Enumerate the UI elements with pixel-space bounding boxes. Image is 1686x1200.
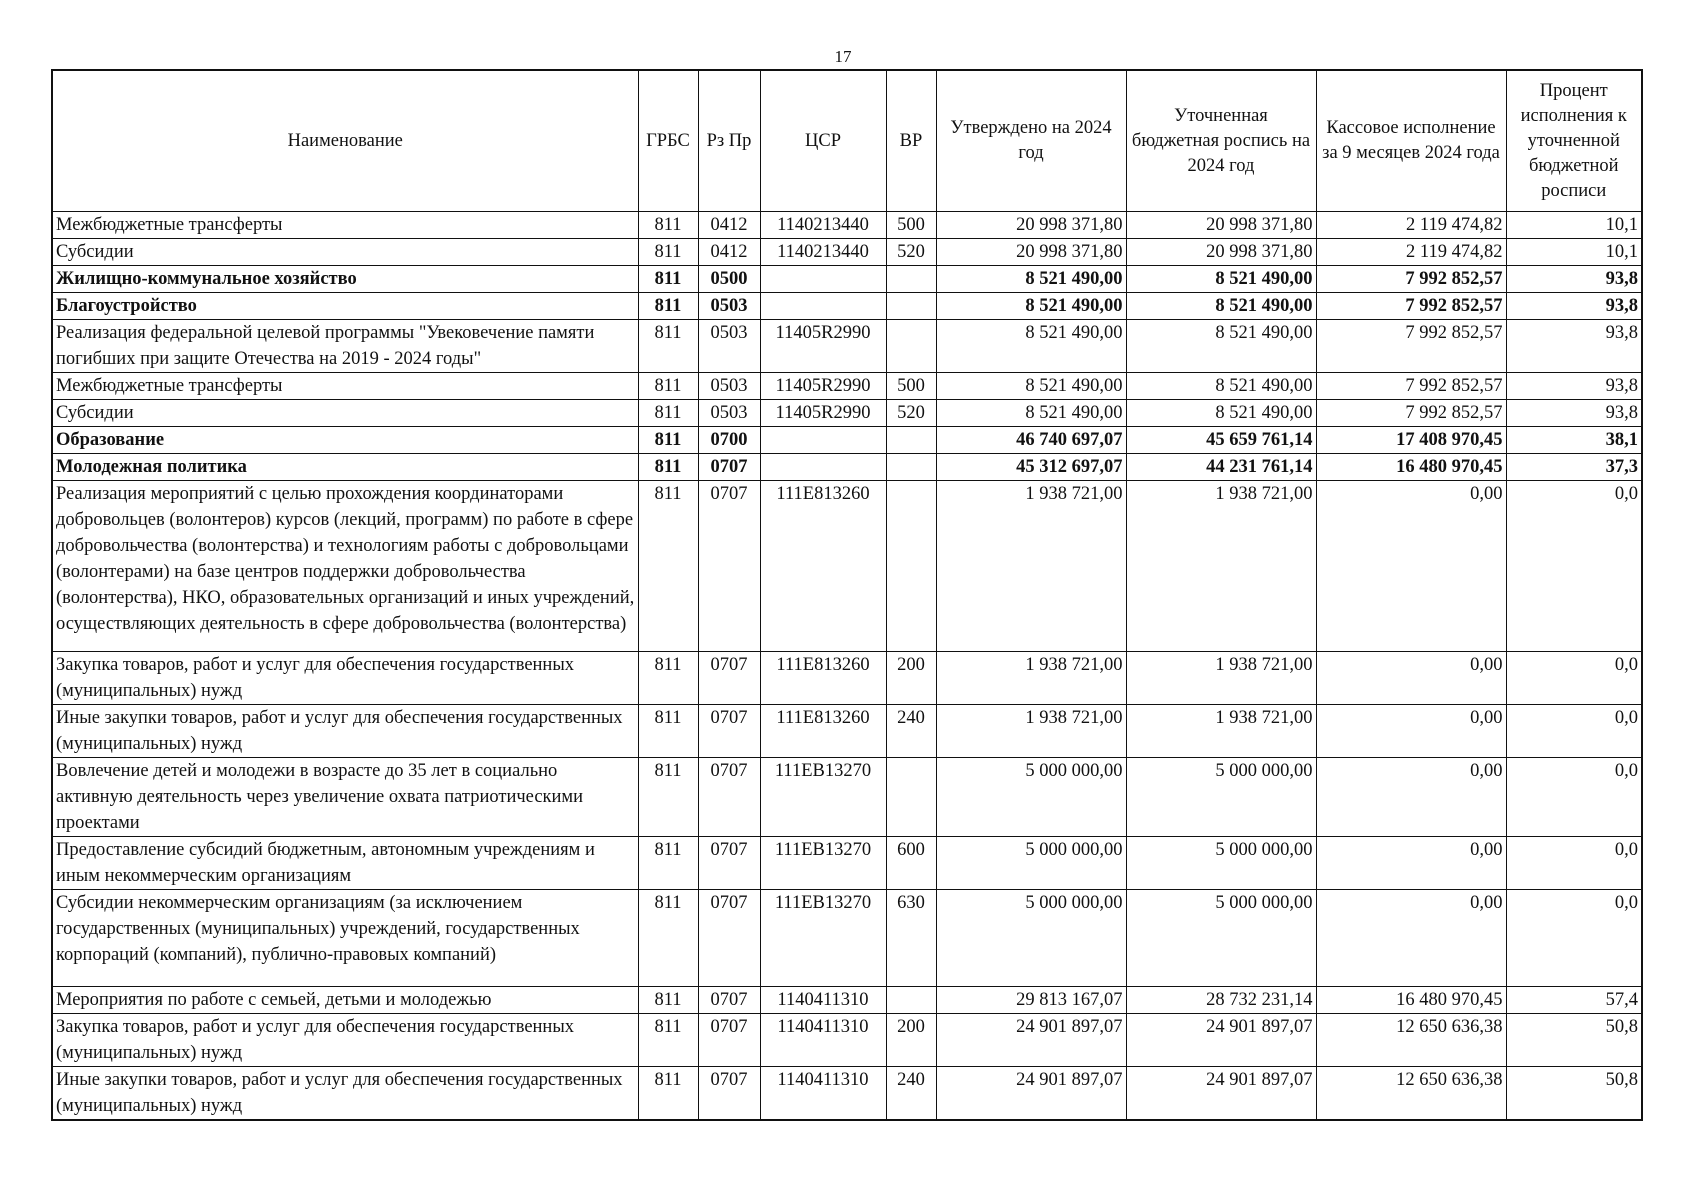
cell-cash: 17 408 970,45 (1316, 427, 1506, 454)
header-cash: Кассовое исполнение за 9 месяцев 2024 года (1316, 70, 1506, 212)
cell-vr (886, 293, 936, 320)
cell-cash: 12 650 636,38 (1316, 1014, 1506, 1067)
cell-grbs: 811 (638, 1067, 698, 1121)
cell-vr (886, 758, 936, 837)
cell-approved: 5 000 000,00 (936, 837, 1126, 890)
cell-grbs: 811 (638, 373, 698, 400)
table-row (52, 400, 1642, 427)
cell-percent: 0,0 (1506, 652, 1642, 705)
cell-refined: 8 521 490,00 (1126, 266, 1316, 293)
table-row (52, 652, 1642, 705)
cell-vr: 600 (886, 837, 936, 890)
header-csr: ЦСР (760, 70, 886, 212)
cell-csr (760, 454, 886, 481)
cell-csr: 11405R2990 (760, 400, 886, 427)
cell-name: Иные закупки товаров, работ и услуг для обеспечения государственных (муниципальных) нужд (52, 705, 638, 758)
table-row (52, 705, 1642, 758)
cell-refined: 28 732 231,14 (1126, 987, 1316, 1014)
cell-name: Субсидии (52, 239, 638, 266)
cell-vr: 240 (886, 705, 936, 758)
cell-csr: 111E813260 (760, 652, 886, 705)
cell-percent: 0,0 (1506, 481, 1642, 652)
cell-percent: 93,8 (1506, 400, 1642, 427)
table-row (52, 266, 1642, 293)
cell-grbs: 811 (638, 705, 698, 758)
cell-cash: 0,00 (1316, 705, 1506, 758)
cell-rzpr: 0412 (698, 239, 760, 266)
cell-approved: 46 740 697,07 (936, 427, 1126, 454)
cell-approved: 5 000 000,00 (936, 758, 1126, 837)
cell-approved: 8 521 490,00 (936, 293, 1126, 320)
cell-approved: 20 998 371,80 (936, 212, 1126, 239)
cell-rzpr: 0707 (698, 1067, 760, 1121)
cell-approved: 24 901 897,07 (936, 1067, 1126, 1121)
cell-grbs: 811 (638, 987, 698, 1014)
cell-rzpr: 0707 (698, 652, 760, 705)
cell-refined: 44 231 761,14 (1126, 454, 1316, 481)
cell-percent: 0,0 (1506, 837, 1642, 890)
cell-name: Реализация мероприятий с целью прохождения координаторами добровольцев (волонтеров) курсов (лекций, программ) по работе в сфере добровольчества (волонтерства) и технологиям работы с добровольцами (волонтерами) на базе центров поддержки добровольчества (волонтерства), НКО, образовательных организаций и иных учреждений, осуществляющих деятельность в сфере добровольчества (волонтерства) (52, 481, 638, 652)
cell-name: Иные закупки товаров, работ и услуг для обеспечения государственных (муниципальных) нужд (52, 1067, 638, 1121)
cell-name: Предоставление субсидий бюджетным, автономным учреждениям и иным некоммерческим организациям (52, 837, 638, 890)
cell-percent: 50,8 (1506, 1067, 1642, 1121)
cell-percent: 93,8 (1506, 266, 1642, 293)
cell-csr: 1140411310 (760, 1067, 886, 1121)
cell-approved: 8 521 490,00 (936, 373, 1126, 400)
cell-vr: 500 (886, 373, 936, 400)
cell-approved: 45 312 697,07 (936, 454, 1126, 481)
cell-approved: 29 813 167,07 (936, 987, 1126, 1014)
cell-name: Образование (52, 427, 638, 454)
cell-vr (886, 320, 936, 373)
cell-vr: 520 (886, 400, 936, 427)
cell-rzpr: 0707 (698, 987, 760, 1014)
cell-csr: 11405R2990 (760, 320, 886, 373)
table-row (52, 293, 1642, 320)
cell-grbs: 811 (638, 293, 698, 320)
cell-refined: 1 938 721,00 (1126, 705, 1316, 758)
cell-name: Мероприятия по работе с семьей, детьми и молодежью (52, 987, 638, 1014)
cell-csr: 1140411310 (760, 987, 886, 1014)
cell-csr: 1140213440 (760, 239, 886, 266)
cell-name: Субсидии некоммерческим организациям (за исключением государственных (муниципальных) учреждений, государственных корпораций (компаний), публично-правовых компаний) (52, 890, 638, 987)
cell-cash: 16 480 970,45 (1316, 987, 1506, 1014)
cell-cash: 7 992 852,57 (1316, 400, 1506, 427)
cell-refined: 8 521 490,00 (1126, 373, 1316, 400)
cell-rzpr: 0707 (698, 837, 760, 890)
cell-csr: 111EB13270 (760, 890, 886, 987)
cell-vr (886, 454, 936, 481)
cell-cash: 7 992 852,57 (1316, 373, 1506, 400)
header-row (52, 70, 1642, 212)
cell-rzpr: 0707 (698, 705, 760, 758)
page-number: 17 (834, 47, 852, 66)
cell-vr: 500 (886, 212, 936, 239)
cell-vr: 240 (886, 1067, 936, 1121)
header-name: Наименование (52, 70, 638, 212)
cell-csr: 111E813260 (760, 481, 886, 652)
cell-percent: 38,1 (1506, 427, 1642, 454)
cell-name: Реализация федеральной целевой программы "Увековечение памяти погибших при защите Отечества на 2019 - 2024 годы" (52, 320, 638, 373)
cell-approved: 8 521 490,00 (936, 266, 1126, 293)
cell-approved: 1 938 721,00 (936, 705, 1126, 758)
table-row (52, 890, 1642, 987)
budget-table (51, 69, 1643, 1121)
cell-name: Закупка товаров, работ и услуг для обеспечения государственных (муниципальных) нужд (52, 1014, 638, 1067)
cell-grbs: 811 (638, 890, 698, 987)
cell-csr (760, 266, 886, 293)
table-row (52, 427, 1642, 454)
table-row (52, 239, 1642, 266)
cell-approved: 5 000 000,00 (936, 890, 1126, 987)
cell-cash: 0,00 (1316, 837, 1506, 890)
cell-rzpr: 0503 (698, 373, 760, 400)
cell-csr: 1140411310 (760, 1014, 886, 1067)
cell-grbs: 811 (638, 837, 698, 890)
header-approved: Утверждено на 2024 год (936, 70, 1126, 212)
table-row (52, 1067, 1642, 1121)
cell-grbs: 811 (638, 758, 698, 837)
table-body (52, 212, 1642, 1121)
cell-vr (886, 481, 936, 652)
cell-vr (886, 427, 936, 454)
table-row (52, 320, 1642, 373)
cell-approved: 8 521 490,00 (936, 320, 1126, 373)
cell-vr: 520 (886, 239, 936, 266)
cell-rzpr: 0412 (698, 212, 760, 239)
cell-cash: 0,00 (1316, 758, 1506, 837)
cell-name: Жилищно-коммунальное хозяйство (52, 266, 638, 293)
cell-rzpr: 0707 (698, 454, 760, 481)
header-rzpr: Рз Пр (698, 70, 760, 212)
cell-grbs: 811 (638, 1014, 698, 1067)
cell-grbs: 811 (638, 266, 698, 293)
table-row (52, 373, 1642, 400)
cell-approved: 1 938 721,00 (936, 652, 1126, 705)
cell-cash: 2 119 474,82 (1316, 212, 1506, 239)
cell-rzpr: 0503 (698, 400, 760, 427)
cell-refined: 20 998 371,80 (1126, 239, 1316, 266)
cell-name: Молодежная политика (52, 454, 638, 481)
cell-csr (760, 293, 886, 320)
cell-grbs: 811 (638, 427, 698, 454)
cell-vr: 200 (886, 1014, 936, 1067)
cell-cash: 16 480 970,45 (1316, 454, 1506, 481)
cell-csr (760, 427, 886, 454)
cell-approved: 24 901 897,07 (936, 1014, 1126, 1067)
cell-cash: 12 650 636,38 (1316, 1067, 1506, 1121)
cell-refined: 8 521 490,00 (1126, 320, 1316, 373)
cell-grbs: 811 (638, 454, 698, 481)
cell-name: Субсидии (52, 400, 638, 427)
cell-rzpr: 0707 (698, 1014, 760, 1067)
cell-csr: 111EB13270 (760, 837, 886, 890)
cell-csr: 111EB13270 (760, 758, 886, 837)
header-percent: Процент исполнения к уточненной бюджетной росписи (1506, 70, 1642, 212)
cell-grbs: 811 (638, 320, 698, 373)
cell-refined: 5 000 000,00 (1126, 758, 1316, 837)
cell-percent: 0,0 (1506, 705, 1642, 758)
cell-cash: 2 119 474,82 (1316, 239, 1506, 266)
table-row (52, 454, 1642, 481)
cell-rzpr: 0707 (698, 758, 760, 837)
table-row (52, 212, 1642, 239)
cell-vr: 200 (886, 652, 936, 705)
cell-approved: 1 938 721,00 (936, 481, 1126, 652)
cell-vr (886, 266, 936, 293)
cell-refined: 8 521 490,00 (1126, 293, 1316, 320)
cell-cash: 7 992 852,57 (1316, 320, 1506, 373)
header-vr: ВР (886, 70, 936, 212)
cell-name: Закупка товаров, работ и услуг для обеспечения государственных (муниципальных) нужд (52, 652, 638, 705)
cell-percent: 10,1 (1506, 239, 1642, 266)
cell-grbs: 811 (638, 652, 698, 705)
table-row (52, 987, 1642, 1014)
cell-cash: 0,00 (1316, 652, 1506, 705)
cell-refined: 20 998 371,80 (1126, 212, 1316, 239)
table-row (52, 481, 1642, 652)
cell-percent: 93,8 (1506, 373, 1642, 400)
cell-refined: 45 659 761,14 (1126, 427, 1316, 454)
cell-cash: 7 992 852,57 (1316, 293, 1506, 320)
cell-percent: 10,1 (1506, 212, 1642, 239)
table-row (52, 758, 1642, 837)
header-grbs: ГРБС (638, 70, 698, 212)
cell-name: Межбюджетные трансферты (52, 212, 638, 239)
cell-grbs: 811 (638, 212, 698, 239)
cell-refined: 1 938 721,00 (1126, 652, 1316, 705)
cell-rzpr: 0707 (698, 890, 760, 987)
cell-rzpr: 0707 (698, 481, 760, 652)
cell-name: Межбюджетные трансферты (52, 373, 638, 400)
cell-percent: 0,0 (1506, 890, 1642, 987)
table-row (52, 837, 1642, 890)
cell-percent: 0,0 (1506, 758, 1642, 837)
cell-csr: 111E813260 (760, 705, 886, 758)
cell-refined: 1 938 721,00 (1126, 481, 1316, 652)
cell-refined: 24 901 897,07 (1126, 1014, 1316, 1067)
cell-grbs: 811 (638, 239, 698, 266)
cell-vr (886, 987, 936, 1014)
cell-percent: 50,8 (1506, 1014, 1642, 1067)
cell-grbs: 811 (638, 481, 698, 652)
cell-vr: 630 (886, 890, 936, 987)
cell-rzpr: 0503 (698, 293, 760, 320)
cell-csr: 1140213440 (760, 212, 886, 239)
cell-name: Благоустройство (52, 293, 638, 320)
header-refined: Уточненная бюджетная роспись на 2024 год (1126, 70, 1316, 212)
cell-percent: 37,3 (1506, 454, 1642, 481)
cell-percent: 93,8 (1506, 320, 1642, 373)
cell-refined: 8 521 490,00 (1126, 400, 1316, 427)
cell-percent: 93,8 (1506, 293, 1642, 320)
cell-rzpr: 0500 (698, 266, 760, 293)
cell-refined: 5 000 000,00 (1126, 837, 1316, 890)
cell-csr: 11405R2990 (760, 373, 886, 400)
cell-rzpr: 0700 (698, 427, 760, 454)
cell-cash: 7 992 852,57 (1316, 266, 1506, 293)
cell-approved: 20 998 371,80 (936, 239, 1126, 266)
cell-approved: 8 521 490,00 (936, 400, 1126, 427)
cell-cash: 0,00 (1316, 481, 1506, 652)
cell-refined: 5 000 000,00 (1126, 890, 1316, 987)
cell-refined: 24 901 897,07 (1126, 1067, 1316, 1121)
table-row (52, 1014, 1642, 1067)
cell-rzpr: 0503 (698, 320, 760, 373)
cell-grbs: 811 (638, 400, 698, 427)
cell-percent: 57,4 (1506, 987, 1642, 1014)
cell-name: Вовлечение детей и молодежи в возрасте до 35 лет в социально активную деятельность через увеличение охвата патриотическими проектами (52, 758, 638, 837)
cell-cash: 0,00 (1316, 890, 1506, 987)
